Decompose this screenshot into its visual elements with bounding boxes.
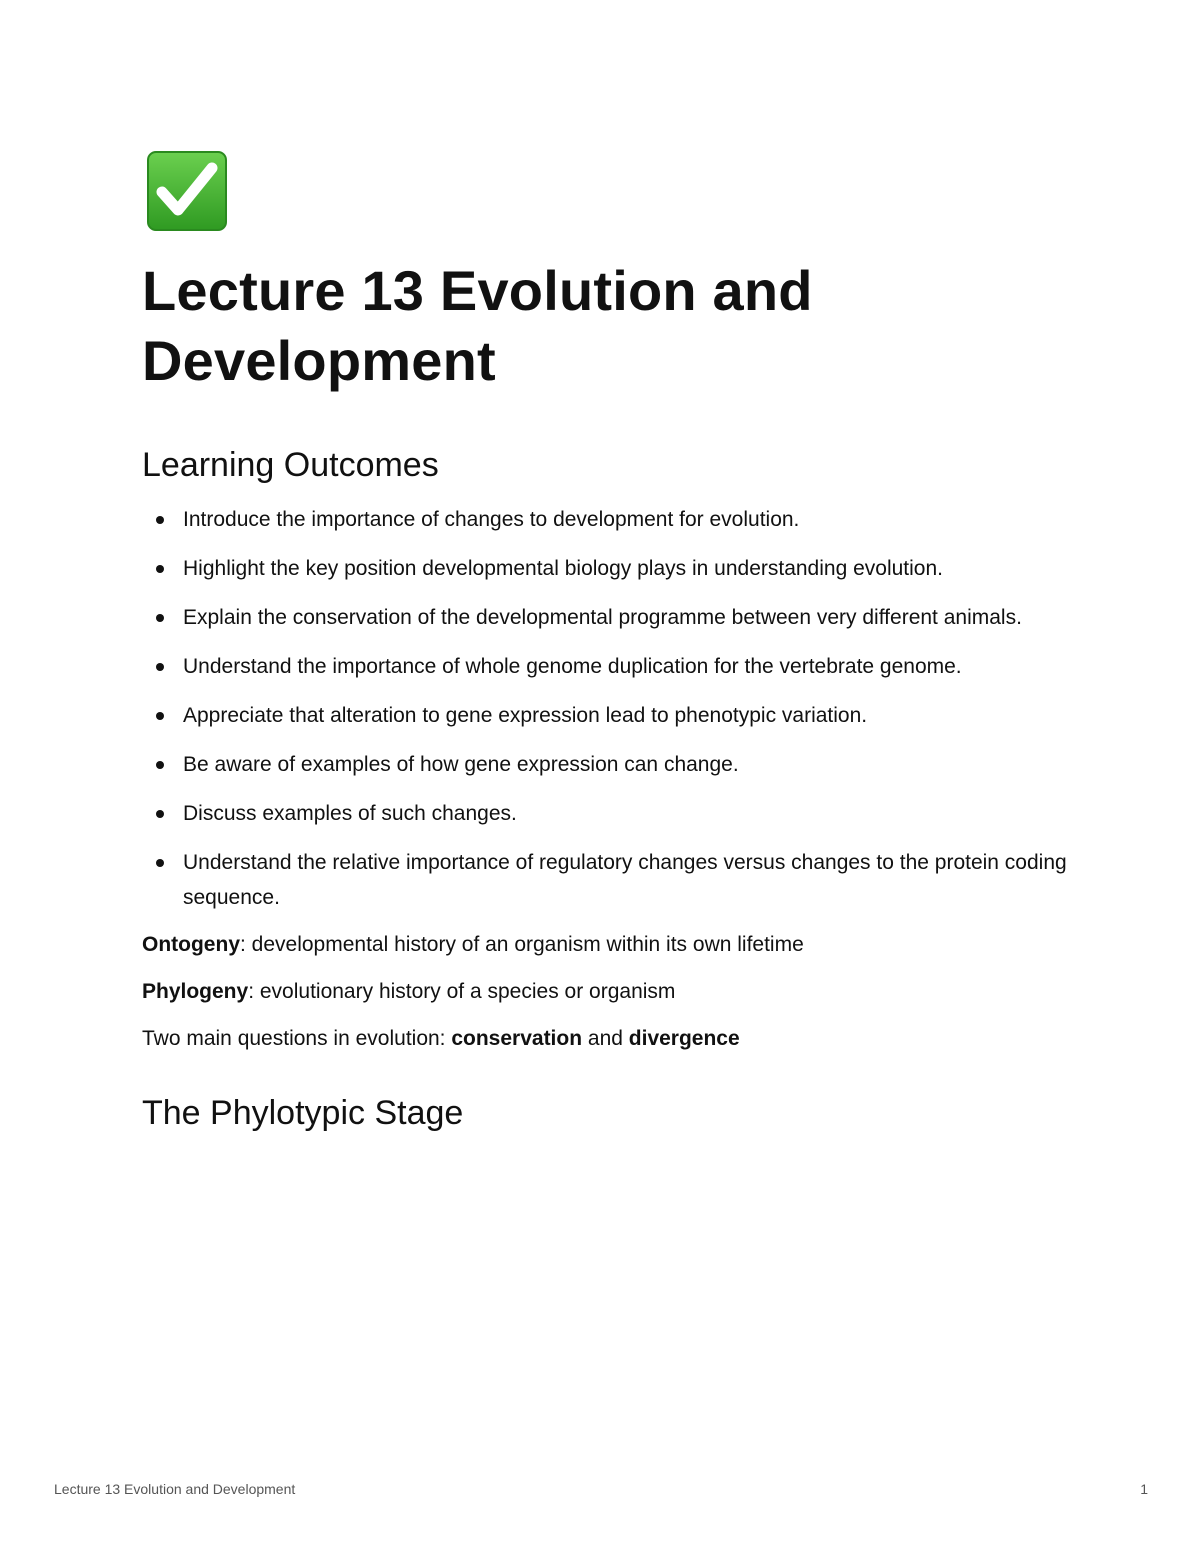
ontogeny-term: Ontogeny [142, 933, 240, 956]
list-item-text: Understand the importance of whole genome duplication for the vertebrate genome. [183, 655, 962, 678]
questions-lead: Two main questions in evolution: [142, 1027, 452, 1050]
document-page [142, 150, 1072, 1134]
learning-outcomes-heading: Learning Outcomes [142, 446, 439, 484]
check-mark-button-icon [146, 150, 228, 232]
phylotypic-stage-heading: The Phylotypic Stage [142, 1094, 464, 1132]
list-item-text: Be aware of examples of how gene expression can change. [183, 753, 739, 776]
learning-outcomes-list [142, 502, 1072, 915]
list-item [142, 747, 1072, 782]
phylogeny-text: : evolutionary history of a species or organism [248, 980, 676, 1003]
list-item-text: Understand the relative importance of regulatory changes versus changes to the protein coding sequence. [183, 851, 1067, 909]
list-item [142, 796, 1072, 831]
list-item-text: Discuss examples of such changes. [183, 802, 517, 825]
ontogeny-text: : developmental history of an organism within its own lifetime [240, 933, 804, 956]
conservation-term: conservation [451, 1027, 583, 1050]
list-item [142, 698, 1072, 733]
bullet-icon [156, 565, 164, 573]
divergence-term: divergence [628, 1027, 740, 1050]
ontogeny-definition [142, 927, 1072, 962]
footer-title: Lecture 13 Evolution and Development [54, 1481, 296, 1497]
phylogeny-term: Phylogeny [142, 980, 249, 1003]
page-title: Lecture 13 Evolution and Development [142, 259, 813, 392]
list-item [142, 845, 1072, 915]
list-item-text: Explain the conservation of the developmental programme between very different animals. [183, 606, 1022, 629]
bullet-icon [156, 516, 164, 524]
bullet-icon [156, 712, 164, 720]
list-item-text: Appreciate that alteration to gene expression lead to phenotypic variation. [183, 704, 868, 727]
footer-page-number: 1 [1140, 1481, 1148, 1497]
list-item [142, 649, 1072, 684]
phylogeny-definition [142, 974, 1072, 1009]
bullet-icon [156, 663, 164, 671]
evolution-questions [142, 1021, 1072, 1056]
bullet-icon [156, 859, 164, 867]
list-item-text: Introduce the importance of changes to development for evolution. [183, 508, 800, 531]
list-item [142, 600, 1072, 635]
list-item [142, 551, 1072, 586]
bullet-icon [156, 810, 164, 818]
bullet-icon [156, 614, 164, 622]
list-item-text: Highlight the key position developmental biology plays in understanding evolution. [183, 557, 943, 580]
list-item [142, 502, 1072, 537]
bullet-icon [156, 761, 164, 769]
questions-joiner: and [582, 1027, 629, 1050]
